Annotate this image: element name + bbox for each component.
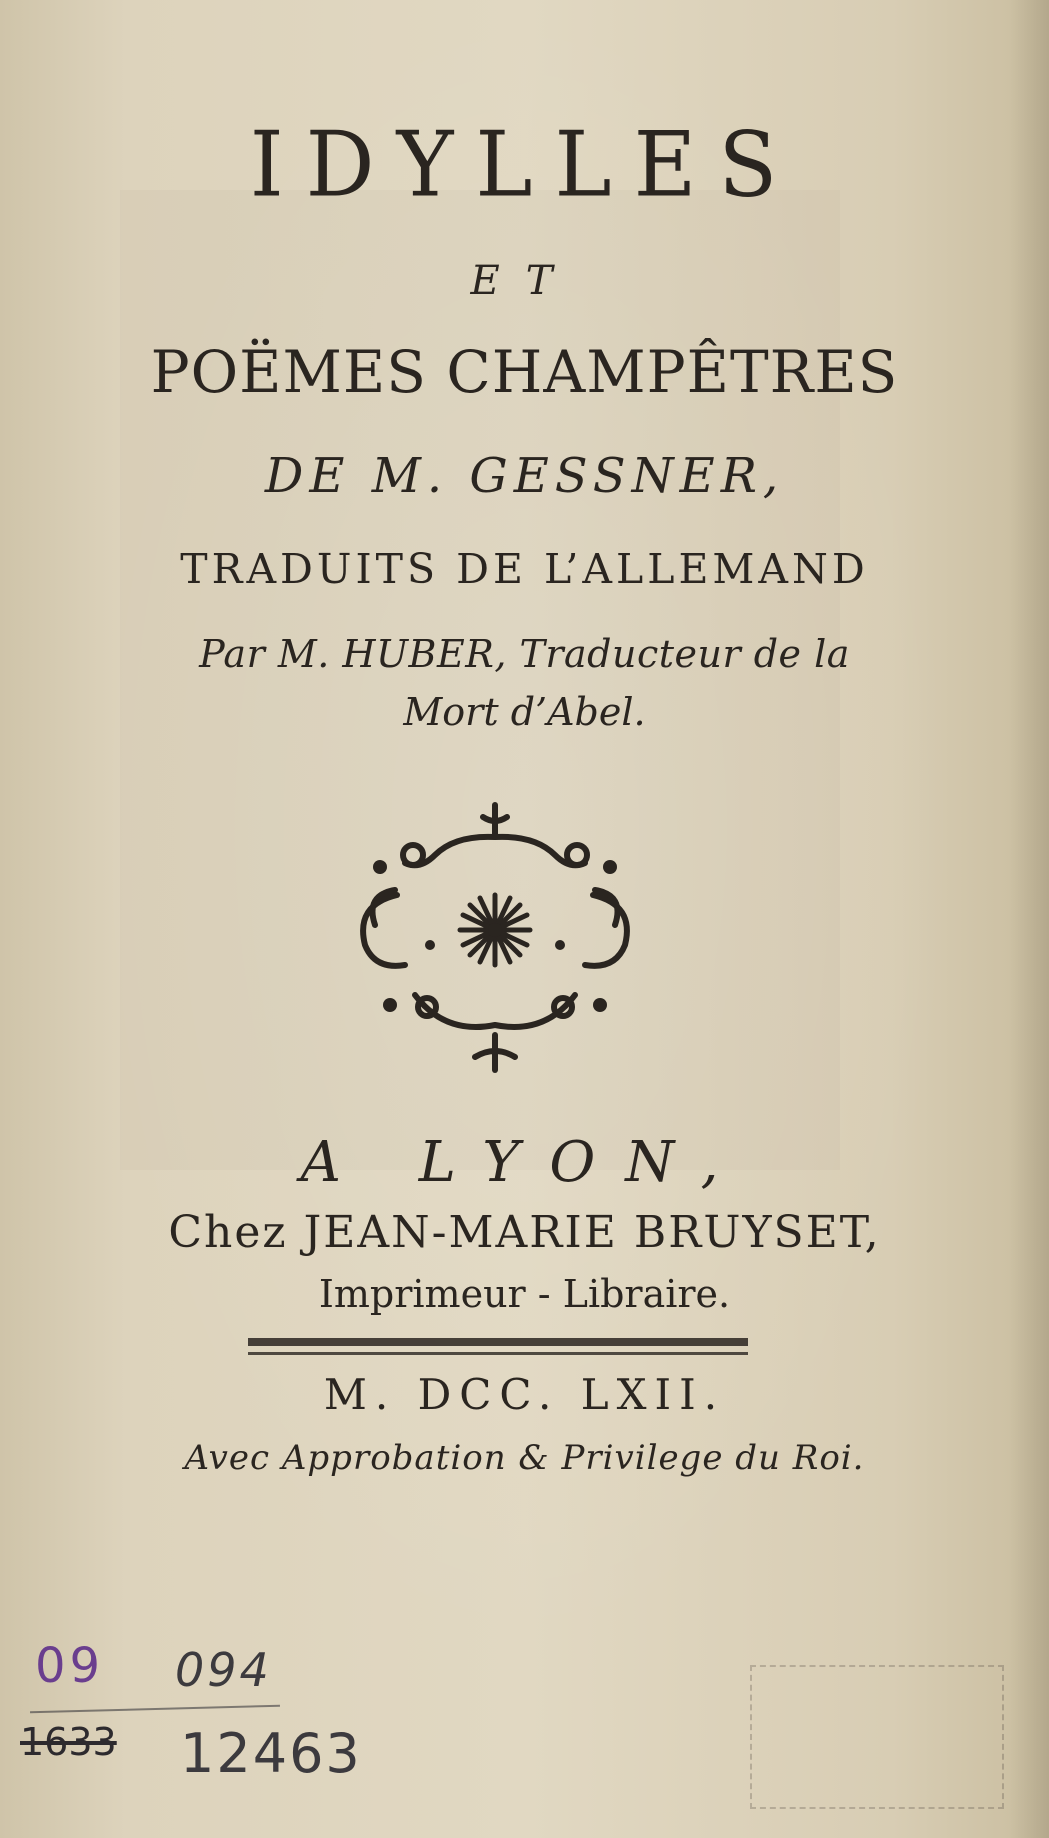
double-rule-thin	[248, 1352, 748, 1355]
book-subtitle: POËMES CHAMPÊTRES	[150, 338, 899, 406]
shelfmark-struck: 1633	[20, 1720, 117, 1764]
approbation-line: Avec Approbation & Privilege du Roi.	[184, 1438, 865, 1478]
author-line: DE M. GESSNER,	[264, 448, 785, 504]
imprint-place: A LYON,	[300, 1130, 749, 1195]
title-conjunction: ET	[470, 258, 579, 304]
imprint-printer: Chez JEAN-MARIE BRUYSET,	[168, 1207, 881, 1258]
shelfmark-pencil: 094	[175, 1643, 272, 1697]
shelfmark-violet: 09	[35, 1638, 105, 1694]
double-rule-thick	[248, 1338, 748, 1346]
translation-note: TRADUITS DE L’ALLEMAND	[180, 545, 869, 593]
library-stamp	[750, 1665, 1004, 1809]
imprint-date: M. DCC. LXII.	[323, 1370, 726, 1419]
shelfmark-divider	[30, 1705, 280, 1714]
translator-line-2: Mort d’Abel.	[403, 690, 646, 734]
shelfmark-number: 12463	[180, 1722, 362, 1785]
floral-ornament-icon	[335, 795, 655, 1085]
translator-line-1: Par M. HUBER, Traducteur de la	[199, 632, 850, 676]
imprint-profession: Imprimeur - Libraire.	[318, 1272, 731, 1316]
book-title: IDYLLES	[249, 112, 800, 218]
